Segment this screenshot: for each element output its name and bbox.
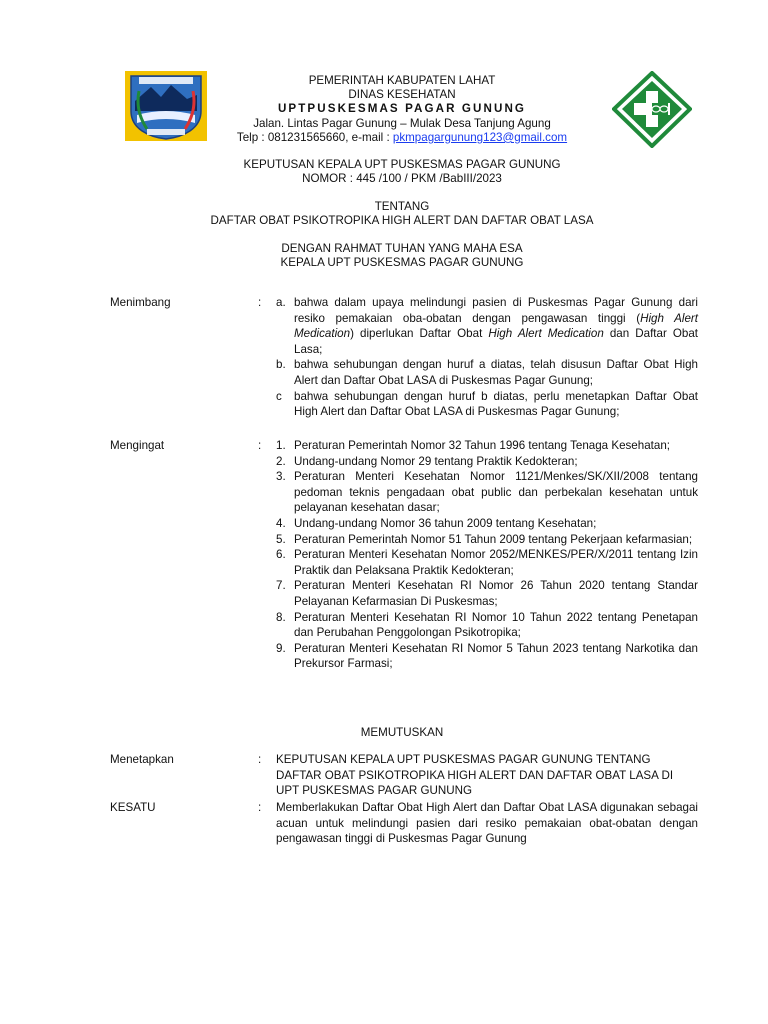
list-item: [276, 438, 698, 454]
decree-number: NOMOR : 445 /100 / PKM /BabIII/2023: [302, 172, 502, 186]
blessing-text: DENGAN RAHMAT TUHAN YANG MAHA ESA: [281, 242, 523, 255]
mengingat-label: Mengingat: [110, 439, 165, 452]
puskesmas-emblem: [612, 71, 692, 148]
list-item: [276, 578, 698, 609]
kesatu-text: Memberlakukan Daftar Obat High Alert dan Daftar Obat LASA digunakan sebagai acuan untuk melindungi pasien dari resiko pemakaian obat-obatan dengan pengawasan tinggi di Puskesmas Pagar Gunung: [276, 801, 698, 846]
menetapkan-text: KEPUTUSAN KEPALA UPT PUSKESMAS PAGAR GUNUNG TENTANG DAFTAR OBAT PSIKOTROPIKA HIGH ALERT DAN DAFTAR OBAT LASA DI UPT PUSKESMAS PAGAR GUNUNG: [276, 753, 674, 798]
list-item: [276, 454, 698, 470]
mengingat-section: [110, 438, 698, 672]
list-item: [276, 641, 698, 672]
list-marker: a.: [276, 296, 286, 309]
list-marker: 5.: [276, 532, 286, 546]
decree-header: [120, 158, 684, 186]
menimbang-label: Menimbang: [110, 296, 171, 309]
list-text: Peraturan Menteri Kesehatan RI Nomor 10 Tahun 2022 tentang Penetapan dan Perubahan Penggolongan Psikotropika;: [294, 610, 698, 640]
issuer-text: KEPALA UPT PUSKESMAS PAGAR GUNUNG: [280, 256, 524, 270]
list-item: [276, 516, 698, 532]
list-text: Peraturan Menteri Kesehatan RI Nomor 5 Tahun 2023 tentang Narkotika dan Prekursor Farmasi;: [294, 641, 698, 671]
list-marker: 8.: [276, 610, 286, 624]
list-marker: 6.: [276, 548, 286, 562]
list-item: [276, 610, 698, 641]
decree-subject: [120, 200, 684, 228]
list-text: Peraturan Menteri Kesehatan Nomor 2052/MENKES/PER/X/2011 tentang Izin Praktik dan Pelaksana Praktik Kedokteran;: [294, 548, 698, 577]
letterhead: [200, 74, 604, 145]
about-text: DAFTAR OBAT PSIKOTROPIKA HIGH ALERT DAN DAFTAR OBAT LASA: [210, 214, 594, 228]
list-item: [276, 532, 698, 548]
list-text: Peraturan Pemerintah Nomor 51 Tahun 2009 tentang Pekerjaan kefarmasian;: [294, 532, 693, 546]
list-text: Undang-undang Nomor 36 tahun 2009 tentang Kesehatan;: [294, 516, 597, 530]
list-marker: 2.: [276, 454, 286, 468]
list-text: bahwa sehubungan dengan huruf b diatas, perlu menetapkan Daftar Obat High Alert dan Daftar Obat LASA di Puskesmas Pagar Gunung;: [294, 389, 698, 419]
list-marker: 3.: [276, 470, 286, 484]
menimbang-section: [110, 295, 698, 420]
colon: :: [258, 296, 262, 309]
menetapkan-section: [110, 752, 698, 799]
list-text: Peraturan Pemerintah Nomor 32 Tahun 1996 tentang Tenaga Kesehatan;: [294, 439, 670, 452]
address: Jalan. Lintas Pagar Gunung – Mulak Desa Tanjung Agung: [253, 116, 551, 130]
list-item: [276, 389, 698, 420]
list-item: [276, 469, 698, 516]
list-text: bahwa dalam upaya melindungi pasien di Puskesmas Pagar Gunung dari resiko pemakaian oba-obatan dengan pengawasan tinggi (High Alert Medication) diperlukan Daftar Obat High Alert Medication dan Daftar Obat Lasa;: [294, 296, 699, 356]
list-text: Undang-undang Nomor 29 tentang Praktik Kedokteran;: [294, 454, 578, 468]
colon: :: [258, 753, 262, 766]
list-text: Peraturan Menteri Kesehatan RI Nomor 26 Tahun 2020 tentang Standar Pelayanan Kefarmasian Di Puskesmas;: [294, 579, 698, 608]
contact-line: [200, 131, 604, 145]
list-item: [276, 547, 698, 578]
list-item: [276, 295, 698, 357]
mengingat-list: [276, 438, 698, 672]
list-marker: 4.: [276, 516, 286, 530]
list-text: Peraturan Menteri Kesehatan Nomor 1121/Menkes/SK/XII/2008 tentang pedoman teknis pengadaan obat public dan perbekalan kesehatan untuk pelayanan kesehatan dasar;: [294, 470, 698, 515]
government-name: PEMERINTAH KABUPATEN LAHAT: [308, 74, 496, 87]
kabupaten-lahat-emblem: [125, 71, 207, 141]
decree-preamble: [120, 242, 684, 270]
list-marker: 7.: [276, 579, 286, 593]
memutuskan-heading: MEMUTUSKAN: [360, 726, 444, 739]
kesatu-section: [110, 800, 698, 847]
contact-prefix: Telp : 081231565660, e-mail :: [236, 130, 393, 144]
colon: :: [258, 439, 262, 452]
decree-title: KEPUTUSAN KEPALA UPT PUSKESMAS PAGAR GUNUNG: [243, 158, 561, 171]
menetapkan-label: Menetapkan: [110, 753, 174, 766]
email-link[interactable]: pkmpagargunung123@gmail.com: [392, 130, 568, 144]
list-marker: b.: [276, 358, 286, 372]
institution-name: UPTPUSKESMAS PAGAR GUNUNG: [277, 102, 527, 116]
kesatu-label: KESATU: [110, 801, 156, 814]
colon: :: [258, 801, 262, 814]
list-item: [276, 357, 698, 388]
list-marker: 9.: [276, 641, 286, 655]
about-label: TENTANG: [374, 200, 430, 213]
list-marker: c: [276, 389, 282, 403]
list-text: bahwa sehubungan dengan huruf a diatas, telah disusun Daftar Obat High Alert dan Daftar Obat LASA di Puskesmas Pagar Gunung;: [294, 358, 698, 387]
list-marker: 1.: [276, 439, 286, 452]
department-name: DINAS KESEHATAN: [348, 88, 456, 102]
